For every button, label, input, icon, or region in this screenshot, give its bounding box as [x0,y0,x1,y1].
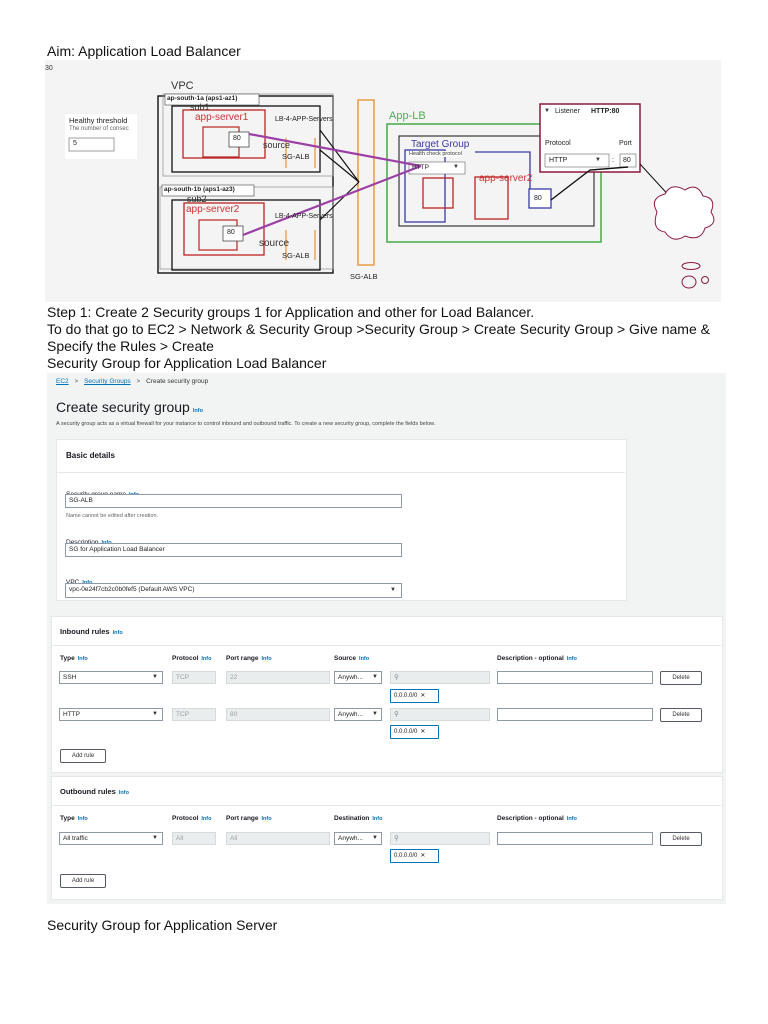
healthy-threshold-label: Healthy threshold [69,116,128,125]
alb-architecture-diagram [45,60,721,302]
sg-name-input[interactable]: SG-ALB [65,494,402,508]
caret-down-icon: ▼ [152,711,158,717]
outbound-add-rule-button[interactable]: Add rule [60,874,106,888]
step1-text: Step 1: Create 2 Security groups 1 for Application and other for Load Balancer. [47,304,535,320]
threshold-value: 5 [73,140,77,147]
step1-detail: To do that go to EC2 > Network & Security Group >Security Group > Create Security Group > Give name & [47,321,710,337]
sg-alb-heading: Security Group for Application Load Balancer [47,355,327,371]
sg-alb-column [358,100,374,265]
sub1-label: sub1 [190,102,210,112]
inbound-row1-protocol: TCP [172,671,216,684]
outbound-type-info-link[interactable]: Info [77,816,88,822]
breadcrumb [56,378,208,385]
basic-details-panel [56,439,627,601]
close-icon[interactable]: ✕ [420,729,426,735]
close-icon[interactable]: ✕ [420,853,426,859]
inbound-col-type: Type Info [60,655,88,662]
health-http-caret: ▼ [453,164,459,170]
sg-alb-2-label: SG-ALB [282,251,310,260]
caret-down-icon: ▼ [372,835,378,841]
outbound-divider [51,805,721,806]
outbound-col-protocol: Protocol Info [172,815,212,822]
caret-down-icon: ▼ [372,711,378,717]
basic-details-heading: Basic details [66,451,115,460]
search-icon: ⚲ [394,674,399,681]
outbound-info-link[interactable]: Info [118,790,129,796]
inbound-rules-panel [51,616,723,773]
breadcrumb-sg-link[interactable]: Security Groups [84,378,131,385]
health-http-value: HTTP [412,164,429,171]
inbound-row2-type-select[interactable]: HTTP ▼ [59,708,163,721]
inbound-heading: Inbound rules Info [60,627,123,636]
inbound-type-info-link[interactable]: Info [77,656,88,662]
inbound-row2-desc-input[interactable] [497,708,653,721]
inbound-row1-source-select[interactable]: Anywh... ▼ [334,671,382,684]
inbound-col-port: Port range Info [226,655,272,662]
port2-label: 80 [227,229,235,236]
sg-app-heading: Security Group for Application Server [47,917,278,933]
inbound-row1-delete-button[interactable]: Delete [660,671,702,685]
outbound-dest-info-link[interactable]: Info [372,816,383,822]
source1-label: source [263,140,291,150]
inbound-row2-protocol: TCP [172,708,216,721]
create-sg-console-screenshot [47,373,726,904]
page-title-text: Create security group [56,399,190,415]
outbound-port-info-link[interactable]: Info [261,816,272,822]
breadcrumb-current: Create security group [146,378,209,385]
inbound-protocol-info-link[interactable]: Info [201,656,212,662]
vpc-select[interactable] [65,583,402,598]
partial-top-text: 30 [45,65,53,72]
inbound-row1-desc-input[interactable] [497,671,653,684]
search-icon: ⚲ [394,711,399,718]
breadcrumb-separator: > [74,378,79,385]
inbound-col-desc: Description - optional Info [497,655,577,662]
inbound-row1-type-select[interactable]: SSH ▼ [59,671,163,684]
app-server1-label: app-server1 [195,112,249,123]
source2-label: source [259,238,290,249]
title-info-link[interactable]: Info [192,408,203,414]
port-label: Port [619,140,632,147]
inbound-row2-cidr-search[interactable] [390,708,490,721]
breadcrumb-separator: > [136,378,141,385]
listener-label: Listener [555,108,580,115]
listener-http-value: HTTP [549,157,568,164]
lb-app-servers-2: LB-4-APP-Servers [275,213,333,220]
sg-alb-bottom-label: SG-ALB [350,272,378,281]
inbound-port-info-link[interactable]: Info [261,656,272,662]
description-input[interactable]: SG for Application Load Balancer [65,543,402,557]
page-description: A security group acts as a virtual firewall for your instance to control inbound and outbound traffic. To create a new security group, complete the fields below. [56,421,436,427]
inbound-info-link[interactable]: Info [112,630,123,636]
vpc-select-value: vpc-0e24f7cb2c0b0fef5 (Default AWS VPC) [69,586,195,593]
caret-down-icon: ▼ [372,674,378,680]
inbound-row2-cidr-chip[interactable]: 0.0.0.0/0 ✕ [390,725,439,739]
outbound-heading: Outbound rules Info [60,787,129,796]
inbound-col-protocol: Protocol Info [172,655,212,662]
sub2-label: sub2 [187,194,207,204]
inbound-row2-port: 80 [226,708,330,721]
app-lb-label: App-LB [389,110,426,122]
listener-colon: : [612,157,614,164]
outbound-col-desc: Description - optional Info [497,815,577,822]
inbound-row1-port: 22 [226,671,330,684]
step1-detail-2: Specify the Rules > Create [47,338,214,354]
listener-caret: ▼ [544,108,550,114]
lb-app-servers-1: LB-4-APP-Servers [275,116,333,123]
basic-details-divider [56,472,625,473]
outbound-protocol-info-link[interactable]: Info [201,816,212,822]
sg-name-hint: Name cannot be edited after creation. [66,513,159,519]
inbound-row2-delete-button[interactable]: Delete [660,708,702,722]
tg-port-label: 80 [534,195,542,202]
outbound-row1-cidr-chip[interactable]: 0.0.0.0/0 ✕ [390,849,439,863]
aim-heading: Aim: Application Load Balancer [47,43,241,59]
outbound-desc-info-link[interactable]: Info [566,816,577,822]
inbound-source-info-link[interactable]: Info [359,656,370,662]
outbound-col-type: Type Info [60,815,88,822]
az3-label: ap-south-1b (aps1-az3) [164,186,235,193]
inbound-row1-cidr-search[interactable] [390,671,490,684]
breadcrumb-ec2-link[interactable]: EC2 [56,378,69,385]
listener-port-value: 80 [623,157,631,164]
inbound-row2-source-select[interactable]: Anywh... ▼ [334,708,382,721]
inbound-desc-info-link[interactable]: Info [566,656,577,662]
inbound-divider [51,645,721,646]
outbound-row1-port: All [226,832,330,845]
outbound-row1-type-select[interactable]: All traffic ▼ [59,832,163,845]
inbound-add-rule-button[interactable]: Add rule [60,749,106,763]
diagram-drawing [45,60,721,302]
app-server2-left-label: app-server2 [186,204,240,215]
caret-down-icon: ▼ [152,674,158,680]
vpc-label: VPC [171,80,194,92]
target-group-label: Target Group [411,139,470,150]
vpc-caret-icon: ▼ [390,587,396,593]
protocol-label: Protocol [545,140,571,147]
page-title [56,399,203,415]
outbound-row1-delete-button[interactable]: Delete [660,832,702,846]
az1-label: ap-south-1a (aps1-az1) [167,95,238,102]
sg-alb-1-label: SG-ALB [282,152,310,161]
search-icon: ⚲ [394,835,399,842]
health-check-label: Health check protocol [409,151,462,157]
caret-down-icon: ▼ [152,835,158,841]
threshold-subtext: The number of consec [69,126,129,132]
outbound-row1-dest-select[interactable]: Anywh... ▼ [334,832,382,845]
listener-proto-label: HTTP:80 [591,108,620,115]
listener-http-caret: ▼ [595,157,601,163]
app-server2-right-label: app-server2 [479,173,533,184]
outbound-col-port: Port range Info [226,815,272,822]
inbound-row1-cidr-chip[interactable]: 0.0.0.0/0 ✕ [390,689,439,703]
outbound-row1-cidr-search[interactable] [390,832,490,845]
outbound-row1-protocol: All [172,832,216,845]
close-icon[interactable]: ✕ [420,693,426,699]
port1-label: 80 [233,135,241,142]
inbound-col-source: Source Info [334,655,370,662]
outbound-row1-desc-input[interactable] [497,832,653,845]
outbound-col-dest: Destination Info [334,815,383,822]
